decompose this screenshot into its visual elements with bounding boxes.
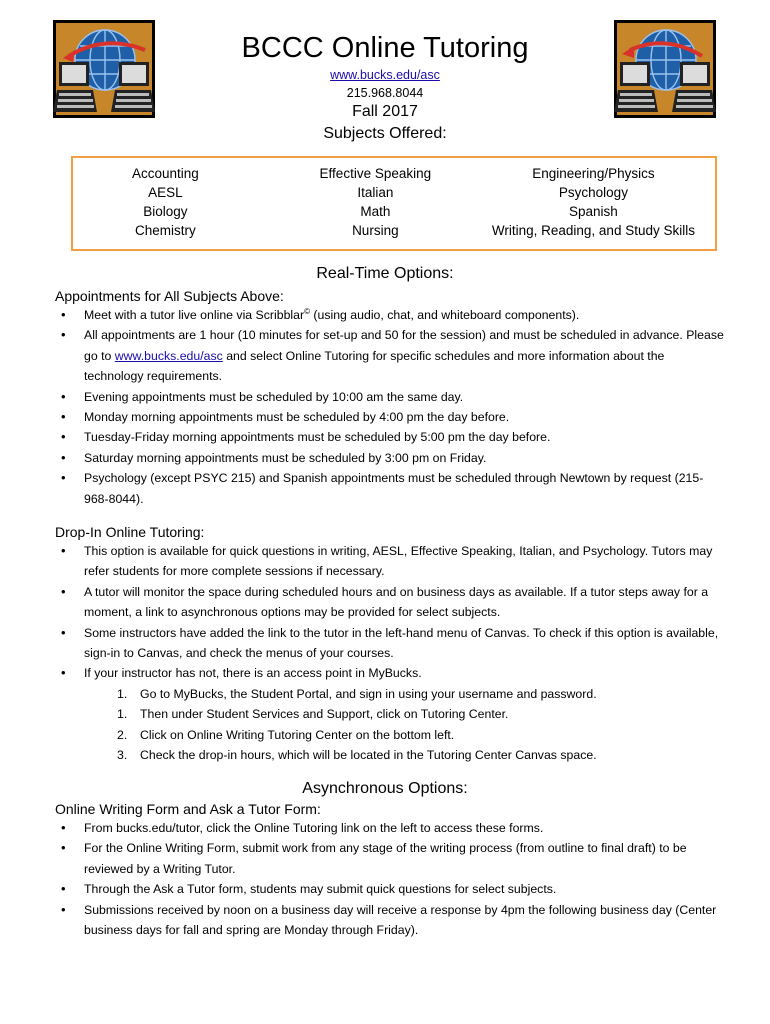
- step-item: 2. Click on Online Writing Tutoring Center on the bottom left.: [117, 727, 455, 742]
- appointments-heading: Appointments for All Subjects Above:: [55, 288, 284, 304]
- subject-item: Effective Speaking: [319, 166, 432, 181]
- list-item: • Saturday morning appointments must be scheduled by 3:00 pm on Friday.: [55, 448, 725, 468]
- list-item: • Some instructors have added the link to the tutor in the left-hand menu of Canvas. To check if this option is available, sign-in to Canvas, and check the menus of your courses.: [55, 623, 725, 664]
- list-item: • Tuesday-Friday morning appointments must be scheduled by 5:00 pm the day before.: [55, 427, 725, 447]
- subject-item: Chemistry: [135, 223, 196, 238]
- subject-item: Spanish: [569, 204, 618, 219]
- subjects-heading: Subjects Offered:: [323, 125, 447, 142]
- header-term: Fall 2017: [352, 103, 418, 120]
- appointments-list: [55, 305, 725, 509]
- mybucks-steps: [84, 684, 725, 766]
- header-phone: 215.968.8044: [346, 86, 424, 100]
- async-list: [55, 818, 725, 940]
- list-item: • Monday morning appointments must be scheduled by 4:00 pm the day before.: [55, 407, 725, 427]
- list-item: • Psychology (except PSYC 215) and Spanish appointments must be scheduled through Newtown by request (215-968-8044).: [55, 468, 725, 509]
- subject-item: AESL: [148, 185, 183, 200]
- step-item: 3. Check the drop-in hours, which will be located in the Tutoring Center Canvas space.: [117, 748, 597, 763]
- step-item: 1. Then under Student Services and Support, click on Tutoring Center.: [117, 707, 509, 722]
- step-item: 1. Go to MyBucks, the Student Portal, and sign in using your username and password.: [117, 686, 597, 701]
- asc-website-link[interactable]: www.bucks.edu/asc: [330, 68, 440, 82]
- list-item: • This option is available for quick questions in writing, AESL, Effective Speaking, Italian, and Psychology. Tutors may refer students for more complete sessions if necessary.: [55, 541, 725, 582]
- subject-item: Italian: [357, 185, 394, 200]
- list-item: • From bucks.edu/tutor, click the Online Tutoring link on the left to access these forms.: [55, 818, 725, 838]
- page-title: BCCC Online Tutoring: [241, 32, 529, 64]
- subject-item: Writing, Reading, and Study Skills: [491, 223, 695, 238]
- async-title: Asynchronous Options:: [302, 780, 468, 797]
- list-item: • Meet with a tutor live online via Scribblar© (using audio, chat, and whiteboard components).: [55, 305, 725, 325]
- subjects-column-3: [492, 164, 695, 249]
- dropin-list: [55, 541, 725, 765]
- asc-website-link[interactable]: www.bucks.edu/asc: [114, 348, 223, 363]
- subject-item: Psychology: [558, 185, 628, 200]
- subject-item: Engineering/Physics: [532, 166, 655, 181]
- list-item: • If your instructor has not, there is an access point in MyBucks. 1. Go to MyBucks, the Student Portal, and sign in using your username and password. 1. Then under Student Services and Support, click on Tutoring Center. 2. Click on Online Writing Tutoring Center on the bottom left. 3. Check the drop-in hours, which will be located in the Tutoring Center Canvas space.: [55, 663, 725, 765]
- realtime-title: Real-Time Options:: [316, 265, 454, 282]
- list-item: • All appointments are 1 hour (10 minutes for set-up and 50 for the session) and must be scheduled in advance. Please go to www.bucks.edu/asc and select Online Tutoring for specific schedules and more information about the technology requirements.: [55, 325, 725, 386]
- subjects-column-2: [320, 164, 432, 249]
- header-url-line: [0, 68, 770, 82]
- dropin-heading: Drop-In Online Tutoring:: [55, 524, 205, 540]
- subject-item: Nursing: [352, 223, 399, 238]
- list-item: • A tutor will monitor the space during scheduled hours and on business days as available. If a tutor steps away for a moment, a link to asynchronous options may be provided for select subjects.: [55, 582, 725, 623]
- subject-item: Math: [360, 204, 391, 219]
- list-item: • For the Online Writing Form, submit work from any stage of the writing process (from outline to final draft) to be reviewed by a Writing Tutor.: [55, 838, 725, 879]
- subjects-column-1: [132, 164, 199, 249]
- subject-item: Biology: [143, 204, 188, 219]
- list-item: • Through the Ask a Tutor form, students may submit quick questions for select subjects.: [55, 879, 725, 899]
- list-item: • Evening appointments must be scheduled by 10:00 am the same day.: [55, 387, 725, 407]
- async-heading: Online Writing Form and Ask a Tutor Form:: [55, 801, 321, 817]
- list-item: • Submissions received by noon on a business day will receive a response by 4pm the following business day (Center business days for fall and spring are Monday through Friday).: [55, 900, 725, 941]
- subjects-box: [71, 156, 717, 251]
- subject-item: Accounting: [132, 166, 199, 181]
